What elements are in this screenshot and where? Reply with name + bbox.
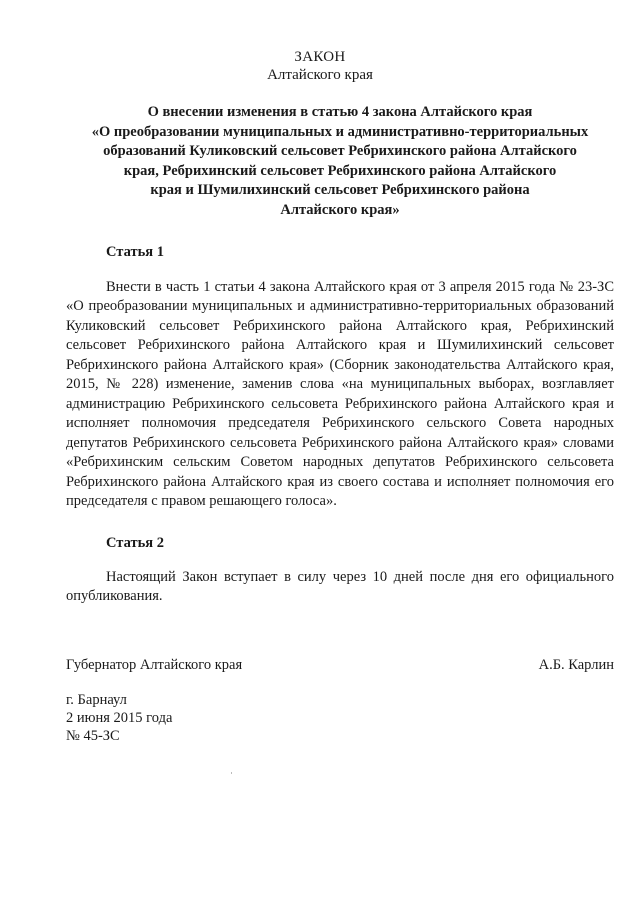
signatory-role: Губернатор Алтайского края (66, 657, 243, 673)
document-type: ЗАКОН (294, 49, 346, 65)
law-title (60, 103, 620, 221)
signing-city: г. Барнаул (66, 692, 127, 708)
scan-speck (231, 772, 232, 774)
article-1-heading: Статья 1 (106, 244, 164, 260)
law-title-line: «О преобразовании муниципальных и административно-территориальных (91, 123, 589, 140)
document-region: Алтайского края (267, 67, 373, 83)
law-title-line: Алтайского края» (280, 201, 400, 218)
signatory-name: А.Б. Карлин (538, 657, 614, 673)
law-number: № 45-ЗС (66, 728, 120, 744)
law-title-line: образований Куликовский сельсовет Ребрихинского района Алтайского (103, 143, 577, 160)
law-title-line: О внесении изменения в статью 4 закона Алтайского края (147, 104, 533, 120)
article-1-text: Внести в часть 1 статьи 4 закона Алтайского края от 3 апреля 2015 года № 23-ЗС «О преобразовании муниципальных и административно-территориальных образований Куликовский сельсовет Ребрихинского района Алтайского края, Ребрихинский сельсовет Ребрихинского района Алтайского края и Шумилихинский сельсовет Ребрихинского района Алтайского края» (Сборник законодательства Алтайского края, 2015, № 228) изменение, заменив слова «на муниципальных выборах, возглавляет администрацию Ребрихинского сельсовета Ребрихинского района Алтайского края и исполняет полномочия председателя Ребрихинского сельского Совета народных депутатов Ребрихинского сельсовета Ребрихинского района Алтайского края» словами «Ребрихинским сельским Советом народных депутатов Ребрихинского сельсовета Ребрихинского района Алтайского края из своего состава и исполняет полномочия его председателя с правом решающего голоса». (66, 279, 614, 509)
article-2-heading: Статья 2 (106, 535, 164, 551)
law-title-line: края, Ребрихинский сельсовет Ребрихинского района Алтайского (123, 162, 557, 179)
signing-date: 2 июня 2015 года (66, 710, 173, 726)
law-title-line: края и Шумилихинский сельсовет Ребрихинского района (150, 182, 530, 199)
article-2-text: Настоящий Закон вступает в силу через 10 дней после дня его официального опубликования. (66, 569, 614, 605)
